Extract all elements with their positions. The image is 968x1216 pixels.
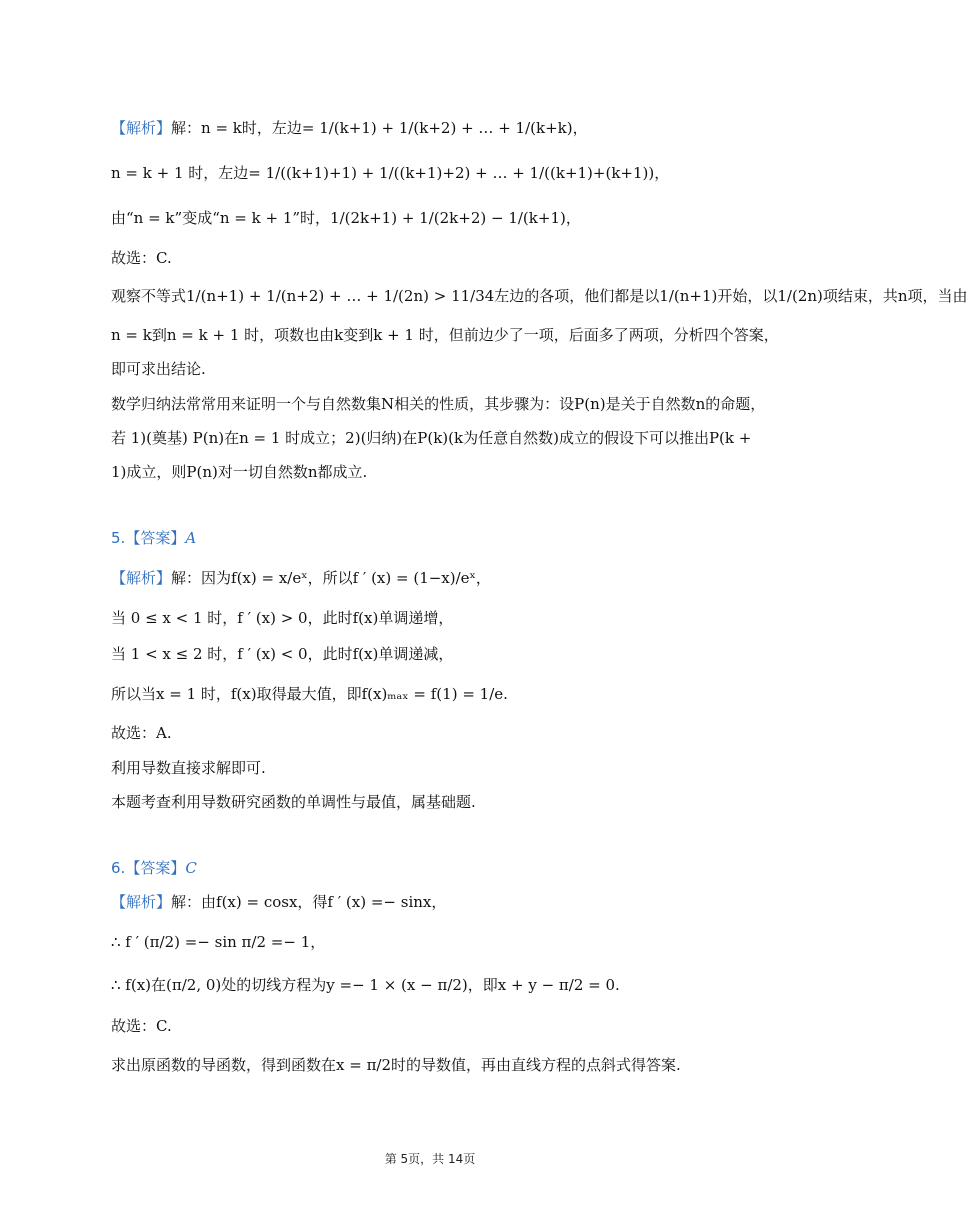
text-line: n = k到n = k + 1 时，项数也由k变到k + 1 时，但前边少了一项，后面多了两项，分析四个答案，: [111, 326, 779, 344]
text-line: 由“n = k”变成“n = k + 1”时，1/(2k+1) + 1/(2k+2) − 1/(k+1)，: [111, 209, 581, 227]
text-line: 本题考查利用导数研究函数的单调性与最值，属基础题.: [111, 793, 476, 811]
analysis-line: 【解析】解：因为f(x) = x/eˣ，所以f ′ (x) = (1−x)/eˣ，: [111, 569, 491, 587]
question-number: 6.: [111, 859, 126, 877]
text-line: 故选：C.: [111, 249, 172, 267]
text-line: ∴ f ′ (π/2) =− sin π/2 =− 1，: [111, 933, 326, 951]
question-5-header: [111, 528, 196, 548]
analysis-tag: 【解析】: [111, 893, 172, 911]
page-footer: 第 5页，共 14页: [384, 1152, 476, 1166]
text-line: 当 1 < x ≤ 2 时，f ′ (x) < 0，此时f(x)单调递减，: [111, 645, 454, 663]
answer-tag: 【答案】: [125, 859, 186, 877]
text-line: n = k + 1 时，左边= 1/((k+1)+1) + 1/((k+1)+2) + … + 1/((k+1)+(k+1))，: [111, 164, 670, 182]
analysis-line: 【解析】解：由f(x) = cosx，得f ′ (x) =− sinx，: [111, 893, 447, 911]
text-line: 即可求出结论.: [111, 360, 206, 378]
answer-tag: 【答案】: [125, 529, 186, 547]
text-line: 故选：A.: [111, 724, 172, 742]
answer-value: C: [185, 859, 197, 877]
text-line: 故选：C.: [111, 1017, 172, 1035]
text-line: 当 0 ≤ x < 1 时，f ′ (x) > 0，此时f(x)单调递增，: [111, 609, 454, 627]
text-line: 观察不等式1/(n+1) + 1/(n+2) + … + 1/(2n) > 11/34左边的各项，他们都是以1/(n+1)开始，以1/(2n)项结束，共n项，当由: [111, 287, 968, 305]
question-6-header: [111, 858, 197, 878]
text-line: 1)成立，则P(n)对一切自然数n都成立.: [111, 463, 368, 481]
question-number: 5.: [111, 529, 126, 547]
analysis-tag: 【解析】: [111, 119, 172, 137]
analysis-line: 【解析】解：n = k时，左边= 1/(k+1) + 1/(k+2) + … + 1/(k+k)，: [111, 119, 588, 137]
text-line: 利用导数直接求解即可.: [111, 759, 266, 777]
text-line: 求出原函数的导函数，得到函数在x = π/2时的导数值，再由直线方程的点斜式得答案.: [111, 1056, 681, 1074]
text-line: 所以当x = 1 时，f(x)取得最大值，即f(x)ₘₐₓ = f(1) = 1/e.: [111, 685, 508, 703]
answer-value: A: [185, 529, 197, 547]
text-line: 数学归纳法常常用来证明一个与自然数集N相关的性质，其步骤为：设P(n)是关于自然数n的命题，: [111, 395, 766, 413]
text-line: ∴ f(x)在(π/2, 0)处的切线方程为y =− 1 × (x − π/2)，即x + y − π/2 = 0.: [111, 976, 620, 994]
text-line: 若 1)(奠基) P(n)在n = 1 时成立；2)(归纳)在P(k)(k为任意自然数)成立的假设下可以推出P(k +: [111, 429, 752, 447]
analysis-tag: 【解析】: [111, 569, 172, 587]
